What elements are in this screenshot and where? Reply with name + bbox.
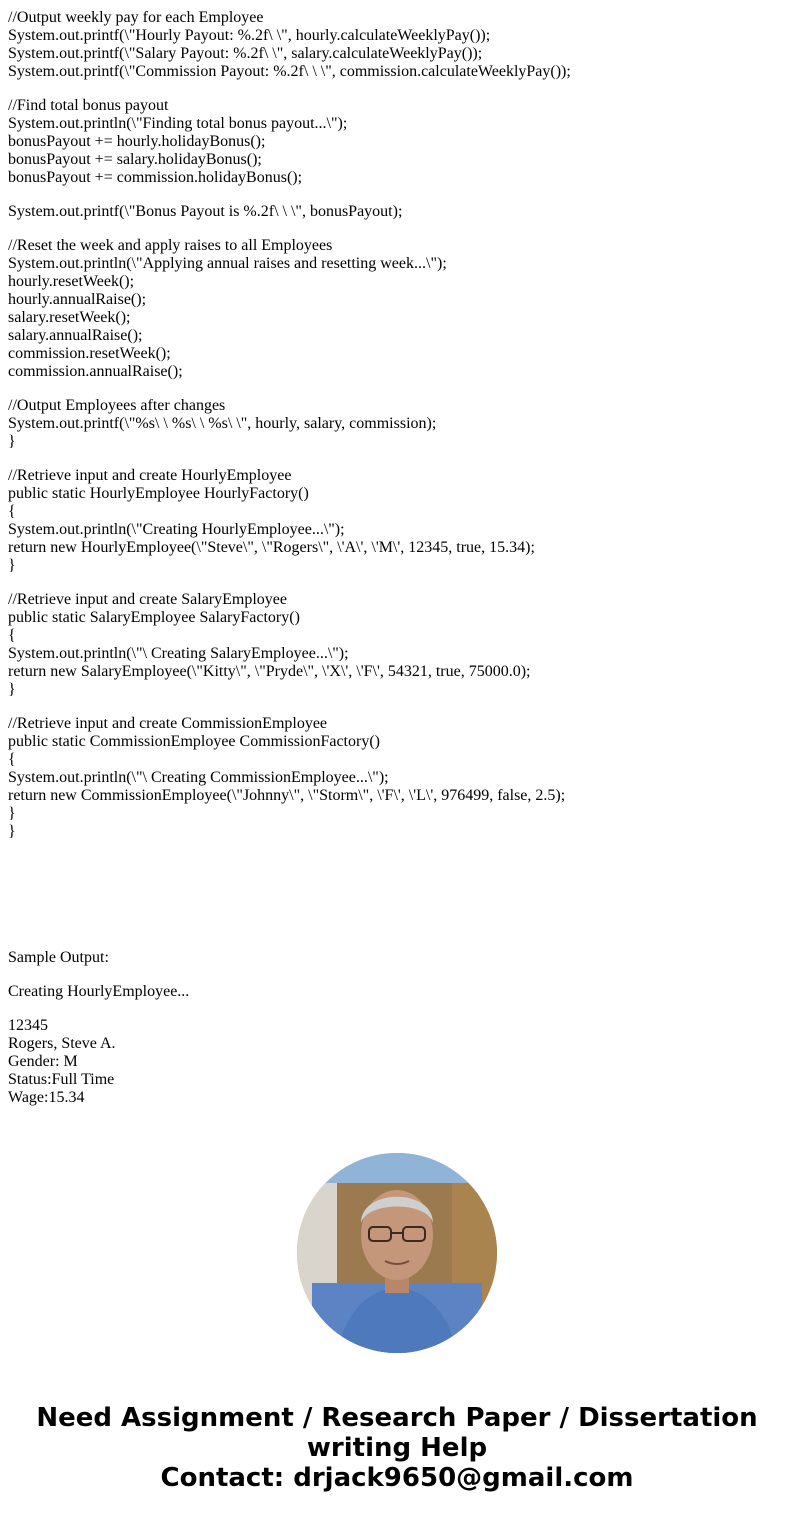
sample-output-heading: Sample Output: (8, 949, 109, 966)
code-line: bonusPayout += hourly.holidayBonus(); (8, 133, 266, 150)
code-line: commission.resetWeek(); (8, 345, 171, 362)
code-line: { (8, 503, 16, 520)
blank-space (8, 187, 788, 203)
code-line: //Retrieve input and create HourlyEmployee (8, 467, 292, 484)
code-line: commission.annualRaise(); (8, 363, 183, 380)
banner-line-1: Need Assignment / Research Paper / Dissertation (36, 1403, 758, 1433)
code-line: bonusPayout += salary.holidayBonus(); (8, 151, 262, 168)
code-line: //Output Employees after changes (8, 397, 226, 414)
blank-space (8, 381, 788, 397)
author-photo (297, 1153, 497, 1353)
code-document (8, 9, 788, 1121)
sample-output-lines (8, 1017, 788, 1107)
blank-space (8, 81, 788, 97)
code-line: //Retrieve input and create CommissionEmployee (8, 715, 328, 732)
code-line: System.out.printf(\"Salary Payout: %.2f\ \", salary.calculateWeeklyPay()); (8, 45, 483, 62)
code-line: //Output weekly pay for each Employee (8, 9, 264, 26)
code-line: //Reset the week and apply raises to all Employees (8, 237, 333, 254)
code-line: System.out.printf(\"Commission Payout: %.2f\ \ \", commission.calculateWeeklyPay()); (8, 63, 571, 80)
code-line: salary.annualRaise(); (8, 327, 143, 344)
code-line: } (8, 433, 16, 450)
blank-space (8, 967, 788, 983)
banner-line-3: Contact: drjack9650@gmail.com (160, 1463, 634, 1493)
code-line: public static CommissionEmployee CommissionFactory() (8, 733, 380, 750)
code-line: hourly.annualRaise(); (8, 291, 147, 308)
sample-output-line: Gender: M (8, 1053, 78, 1070)
code-line: System.out.println(\"Applying annual raises and resetting week...\"); (8, 255, 447, 272)
sample-output-line: Wage:15.34 (8, 1089, 85, 1106)
code-line: return new CommissionEmployee(\"Johnny\", \"Storm\", \'F\', \'L\', 976499, false, 2.5); (8, 787, 566, 804)
code-line: return new HourlyEmployee(\"Steve\", \"Rogers\", \'A\', \'M\', 12345, true, 15.34); (8, 539, 535, 556)
code-line: public static HourlyEmployee HourlyFactory() (8, 485, 309, 502)
code-line: System.out.printf(\"Hourly Payout: %.2f\ \", hourly.calculateWeeklyPay()); (8, 27, 491, 44)
code-line: //Retrieve input and create SalaryEmployee (8, 591, 287, 608)
blank-space (8, 221, 788, 237)
code-line: } (8, 681, 16, 698)
code-line: System.out.println(\"Creating HourlyEmployee...\"); (8, 521, 345, 538)
code-line: System.out.printf(\"Bonus Payout is %.2f\ \ \", bonusPayout); (8, 203, 403, 220)
code-line: salary.resetWeek(); (8, 309, 131, 326)
code-line: } (8, 823, 16, 840)
code-listing (8, 9, 788, 841)
banner-line-2: writing Help (306, 1433, 488, 1463)
code-line: hourly.resetWeek(); (8, 273, 135, 290)
code-line: { (8, 627, 16, 644)
blank-space (8, 1001, 788, 1017)
code-line: System.out.printf(\"%s\ \ %s\ \ %s\ \", hourly, salary, commission); (8, 415, 437, 432)
code-line: } (8, 557, 16, 574)
code-line: bonusPayout += commission.holidayBonus(); (8, 169, 303, 186)
blank-space (8, 575, 788, 591)
blank-space (8, 699, 788, 715)
code-line: System.out.println(\"Finding total bonus payout...\"); (8, 115, 348, 132)
code-line: System.out.println(\"\ Creating SalaryEmployee...\"); (8, 645, 349, 662)
code-line: public static SalaryEmployee SalaryFactory() (8, 609, 300, 626)
code-line: //Find total bonus payout (8, 97, 169, 114)
sample-output-first-line: Creating HourlyEmployee... (8, 983, 190, 1000)
blank-space (8, 841, 788, 949)
sample-output-line: Rogers, Steve A. (8, 1035, 116, 1052)
contact-banner (0, 1403, 794, 1493)
code-line: System.out.println(\"\ Creating CommissionEmployee...\"); (8, 769, 389, 786)
sample-output-line: Status:Full Time (8, 1071, 115, 1088)
code-line: return new SalaryEmployee(\"Kitty\", \"Pryde\", \'X\', \'F\', 54321, true, 75000.0); (8, 663, 531, 680)
code-line: } (8, 805, 16, 822)
code-line: { (8, 751, 16, 768)
blank-space (8, 451, 788, 467)
sample-output-line: 12345 (8, 1017, 48, 1034)
